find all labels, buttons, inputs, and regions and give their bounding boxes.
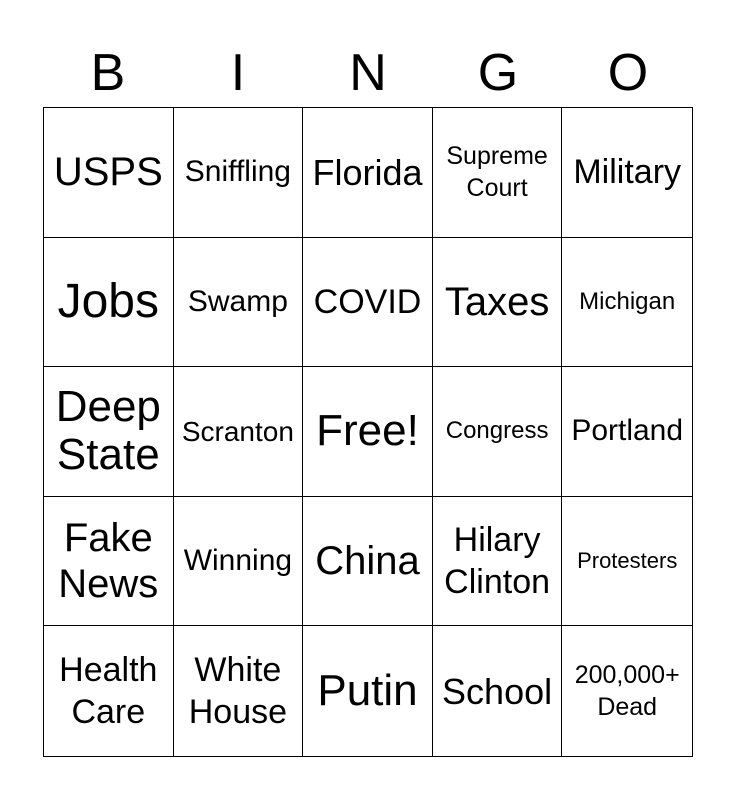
cell-label: Sniffling [184,155,291,189]
bingo-cell[interactable] [303,626,433,756]
bingo-cell[interactable] [562,108,692,238]
cell-label: Swamp [187,284,288,318]
cell-label: Portland [571,414,684,448]
cell-label: Hilary Clinton [444,520,551,602]
header-letter-b: B [90,44,126,102]
bingo-cell[interactable] [44,497,174,627]
free-space[interactable] [303,367,433,497]
bingo-cell[interactable] [174,497,304,627]
cell-label: Free! [316,406,419,456]
cell-label: Congress [445,417,549,445]
bingo-header [43,38,693,108]
header-letter-n: N [349,44,387,102]
cell-label: USPS [53,150,163,195]
bingo-cell[interactable] [433,108,563,238]
cell-label: Florida [312,151,423,193]
bingo-cell[interactable] [562,497,692,627]
cell-label: Putin [317,666,418,715]
bingo-cell[interactable] [433,626,563,756]
cell-label: Health Care [59,650,158,732]
bingo-cell[interactable] [174,108,304,238]
bingo-cell[interactable] [562,626,692,756]
cell-label: School [442,670,553,712]
bingo-cell[interactable] [44,626,174,756]
bingo-board [43,107,693,757]
cell-label: 200,000+ Dead [574,660,680,722]
bingo-cell[interactable] [44,367,174,497]
bingo-cell[interactable] [174,238,304,368]
bingo-cell[interactable] [44,238,174,368]
bingo-cell[interactable] [174,367,304,497]
bingo-cell[interactable] [562,238,692,368]
cell-label: White House [188,650,288,732]
cell-label: Taxes [444,279,550,324]
header-letter-o: O [607,44,649,102]
bingo-cell[interactable] [44,108,174,238]
bingo-cell[interactable] [433,497,563,627]
cell-label: Jobs [57,274,159,328]
cell-label: Military [573,153,682,192]
bingo-cell[interactable] [303,497,433,627]
cell-label: Winning [183,544,293,578]
cell-label: Supreme Court [446,141,548,203]
bingo-cell[interactable] [303,238,433,368]
bingo-cell[interactable] [433,367,563,497]
cell-label: COVID [313,282,422,321]
header-letter-i: I [230,44,246,102]
cell-label: Protesters [577,547,678,573]
cell-label: Fake News [58,516,159,607]
cell-label: China [315,539,420,584]
header-letter-g: G [477,44,519,102]
bingo-cell[interactable] [562,367,692,497]
cell-label: Michigan [579,287,676,315]
cell-label: Deep State [55,382,161,480]
bingo-cell[interactable] [174,626,304,756]
bingo-cell[interactable] [433,238,563,368]
bingo-cell[interactable] [303,108,433,238]
cell-label: Scranton [181,415,294,447]
